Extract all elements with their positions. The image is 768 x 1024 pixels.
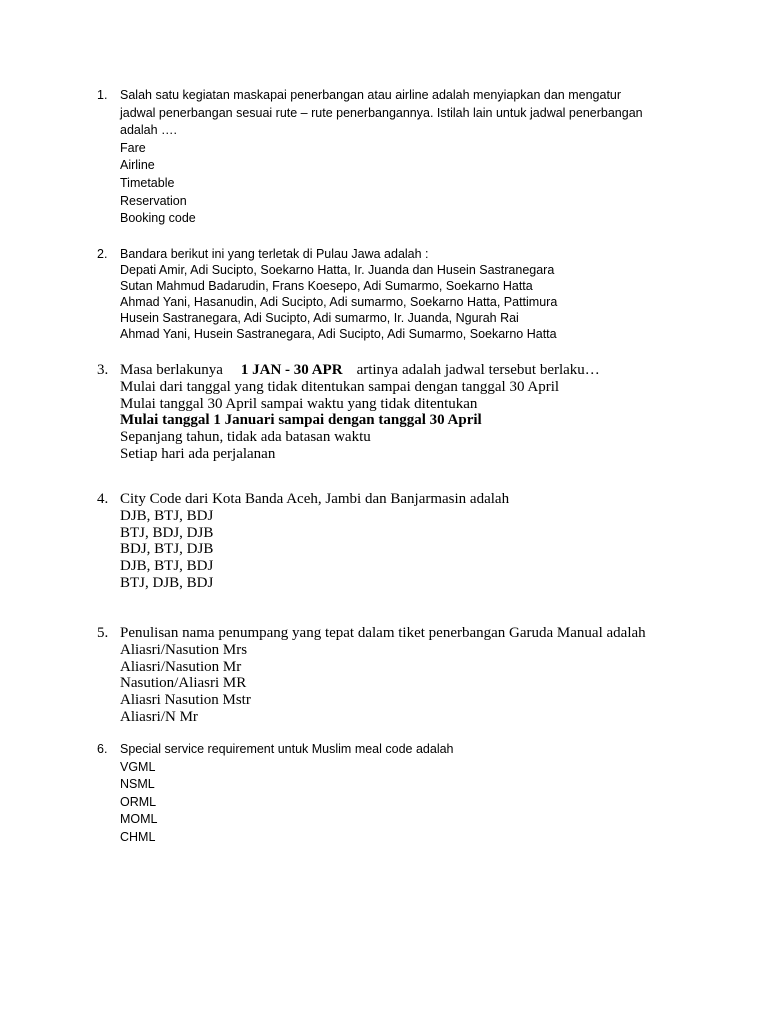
answer-option: Mulai tanggal 1 Januari sampai dengan tanggal 30 April (120, 412, 482, 429)
question-number: 5. (97, 625, 109, 641)
stem-text: Masa berlakunya (120, 362, 223, 378)
question-stem-line: City Code dari Kota Banda Aceh, Jambi dan Banjarmasin adalah (120, 491, 510, 507)
answer-option: DJB, BTJ, BDJ (120, 507, 214, 524)
answer-option: Mulai dari tanggal yang tidak ditentukan sampai dengan tanggal 30 April (120, 378, 560, 395)
question-stem-line: jadwal penerbangan sesuai rute – rute penerbangannya. Istilah lain untuk jadwal penerbangan (120, 105, 643, 120)
answer-option: Timetable (120, 175, 175, 190)
question-number: 2. (97, 247, 108, 261)
question-stem-line (120, 362, 680, 379)
question-number: 4. (97, 491, 109, 507)
answer-option: Reservation (120, 193, 187, 208)
question-body (120, 741, 680, 847)
question-stem-line: Bandara berikut ini yang terletak di Pulau Jawa adalah : (120, 247, 429, 261)
question-body (120, 491, 680, 592)
answer-option: BTJ, DJB, BDJ (120, 574, 214, 591)
answer-option: Sepanjang tahun, tidak ada batasan waktu (120, 429, 371, 446)
answer-option: CHML (120, 829, 156, 844)
question-body (120, 362, 680, 463)
answer-option: BTJ, BDJ, DJB (120, 524, 214, 541)
answer-option: Setiap hari ada perjalanan (120, 445, 276, 462)
stem-text: artinya adalah jadwal tersebut berlaku… (356, 362, 600, 378)
question-number: 6. (97, 742, 108, 756)
answer-option: Husein Sastranegara, Adi Sucipto, Adi sumarmo, Ir. Juanda, Ngurah Rai (120, 311, 519, 325)
answer-option: MOML (120, 812, 158, 827)
question-body (120, 625, 680, 726)
question-stem-line: Penulisan nama penumpang yang tepat dalam tiket penerbangan Garuda Manual adalah (120, 625, 646, 641)
question-body (120, 246, 680, 342)
answer-option: NSML (120, 777, 155, 792)
question-stem-line: Special service requirement untuk Muslim meal code adalah (120, 742, 454, 756)
answer-option: Booking code (120, 211, 196, 226)
answer-option: Aliasri/Nasution Mr (120, 658, 242, 675)
question-number: 3. (97, 362, 109, 378)
answer-option: Nasution/Aliasri MR (120, 675, 247, 692)
answer-option: Aliasri/Nasution Mrs (120, 641, 248, 658)
answer-option: DJB, BTJ, BDJ (120, 558, 214, 575)
answer-option: Depati Amir, Adi Sucipto, Soekarno Hatta, Ir. Juanda dan Husein Sastranegara (120, 263, 555, 277)
answer-option: Aliasri Nasution Mstr (120, 692, 251, 709)
answer-option: Aliasri/N Mr (120, 708, 198, 725)
validity-period: 1 JAN - 30 APR (240, 362, 343, 378)
answer-option: ORML (120, 794, 157, 809)
question-stem-line: adalah …. (120, 123, 177, 138)
answer-option: Sutan Mahmud Badarudin, Frans Koesepo, Adi Sumarmo, Soekarno Hatta (120, 279, 533, 293)
answer-option: Ahmad Yani, Husein Sastranegara, Adi Sucipto, Adi Sumarmo, Soekarno Hatta (120, 327, 557, 341)
question-body (120, 87, 680, 228)
question-stem-line: Salah satu kegiatan maskapai penerbangan atau airline adalah menyiapkan dan mengatur (120, 88, 622, 102)
answer-option: Ahmad Yani, Hasanudin, Adi Sucipto, Adi sumarmo, Soekarno Hatta, Pattimura (120, 295, 558, 309)
question-number: 1. (97, 88, 108, 102)
answer-option: Fare (120, 140, 146, 155)
answer-option: BDJ, BTJ, DJB (120, 541, 214, 558)
answer-option: Airline (120, 158, 155, 173)
answer-option: VGML (120, 759, 156, 774)
answer-option: Mulai tanggal 30 April sampai waktu yang tidak ditentukan (120, 395, 478, 412)
